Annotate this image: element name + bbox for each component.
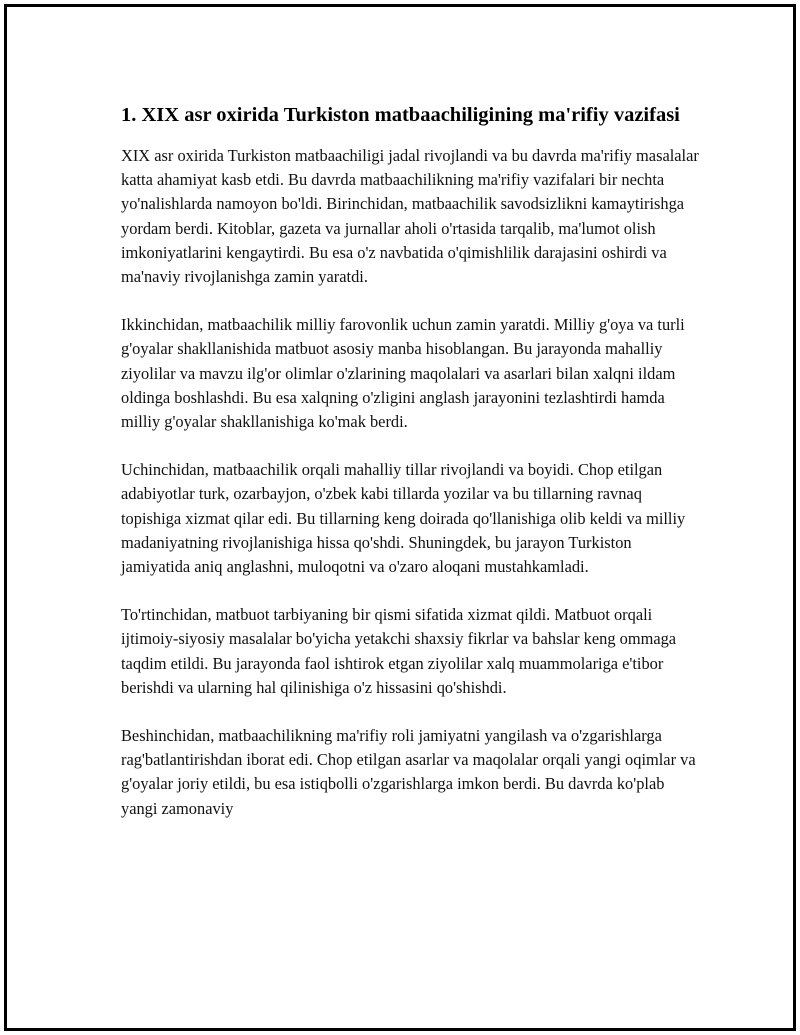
paragraph-1: XIX asr oxirida Turkiston matbaachiligi jadal rivojlandi va bu davrda ma'rifiy masalalar katta ahamiyat kasb etdi. Bu davrda matbaachilikning ma'rifiy vazifalari bir nechta yo'nalishlarda namoyon bo'ldi. Birinchidan, matbaachilik savodsizlikni kamaytirishga yordam berdi. Kitoblar, gazeta va jurnallar aholi o'rtasida tarqalib, ma'lumot olish imkoniyatlarini kengaytirdi. Bu esa o'z navbatida o'qimishlilik darajasini oshirdi va ma'naviy rivojlanishga zamin yaratdi. — [121, 146, 699, 287]
paragraph-2: Ikkinchidan, matbaachilik milliy farovonlik uchun zamin yaratdi. Milliy g'oya va turli g'oyalar shakllanishida matbuot asosiy manba hisoblangan. Bu jarayonda mahalliy ziyolilar va mavzu ilg'or olimlar o'zlarining maqolalari va asarlari bilan xalqni ildam oldinga boshlashdi. Bu esa xalqning o'zligini anglash jarayonini tezlashtirdi hamda milliy g'oyalar shakllanishiga ko'mak berdi. — [121, 315, 685, 432]
page-frame — [4, 4, 796, 1031]
document-body — [121, 101, 701, 845]
paragraph-3: Uchinchidan, matbaachilik orqali mahalliy tillar rivojlandi va boyidi. Chop etilgan adabiyotlar turk, ozarbayjon, o'zbek kabi tillarda yozilar va bu tillarning ravnaq topishiga xizmat qilar edi. Bu tillarning keng doirada qo'llanishiga olib keldi va milliy madaniyatning rivojlanishiga hissa qo'shdi. Shuningdek, bu jarayon Turkiston jamiyatida aniq anglashni, muloqotni va o'zaro aloqani mustahkamladi. — [121, 460, 686, 577]
section-title: 1. XIX asr oxirida Turkiston matbaachiligining ma'rifiy vazifasi — [121, 104, 680, 126]
paragraph-5: Beshinchidan, matbaachilikning ma'rifiy roli jamiyatni yangilash va o'zgarishlarga rag'batlantirishdan iborat edi. Chop etilgan asarlar va maqolalar orqali yangi oqimlar va g'oyalar joriy etildi, bu esa istiqbolli o'zgarishlarga imkon berdi. Bu davrda ko'plab yangi zamonaviy — [121, 726, 696, 818]
paragraph-4: To'rtinchidan, matbuot tarbiyaning bir qismi sifatida xizmat qildi. Matbuot orqali ijtimoiy-siyosiy masalalar bo'yicha yetakchi shaxsiy fikrlar va bahslar keng ommaga taqdim etildi. Bu jarayonda faol ishtirok etgan ziyolilar xalq muammolariga e'tibor berishdi va ularning hal qilinishiga o'z hissasini qo'shishdi. — [121, 605, 677, 697]
